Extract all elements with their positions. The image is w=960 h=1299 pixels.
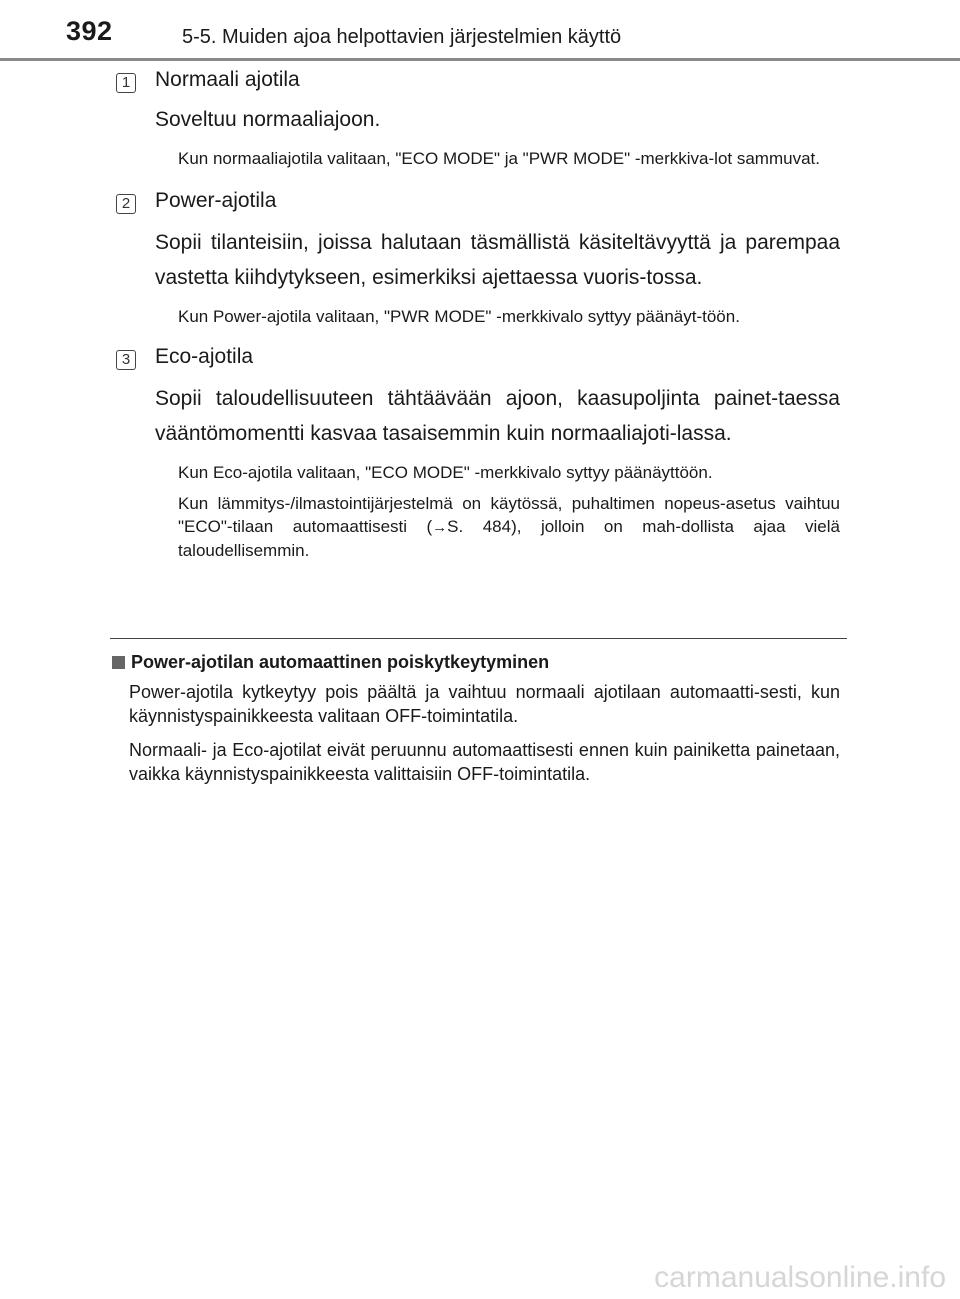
square-bullet-icon xyxy=(112,656,125,669)
item-note: Kun Eco-ajotila valitaan, "ECO MODE" -merkkivalo syttyy päänäyttöön. xyxy=(178,463,713,482)
info-heading xyxy=(110,650,840,674)
page-reference-link[interactable]: S. 484), jolloin on mah-dollista ajaa vielä taloudellisemmin. xyxy=(178,517,840,560)
info-heading-text: Power-ajotilan automaattinen poiskytkeytyminen xyxy=(131,652,550,672)
info-paragraph: Normaali- ja Eco-ajotilat eivät peruunnu automaattisesti ennen kuin painiketta painetaan, vaikka käynnistyspainikkeesta valittaisiin OFF-toimintatila. xyxy=(129,740,840,784)
item-number-badge: 1 xyxy=(116,73,136,93)
header-divider xyxy=(0,58,960,61)
section-divider xyxy=(110,638,847,639)
item-title: Power-ajotila xyxy=(155,189,277,212)
item-number-badge: 3 xyxy=(116,350,136,370)
section-title: 5-5. Muiden ajoa helpottavien järjestelmien käyttö xyxy=(182,26,622,48)
item-description: Soveltuu normaaliajoon. xyxy=(155,108,381,131)
note-text: Kun lämmitys-/ilmastointijärjestelmä on käytössä, puhaltimen nopeus-asetus vaihtuu "ECO"-tilaan automaattisesti ( xyxy=(178,494,840,536)
watermark: carmanualsonline.info xyxy=(654,1261,946,1294)
item-title: Normaali ajotila xyxy=(155,68,300,91)
item-note: Kun Power-ajotila valitaan, "PWR MODE" -merkkivalo syttyy päänäyt-töön. xyxy=(178,307,740,326)
item-note-with-reference xyxy=(178,492,840,562)
item-description: Sopii tilanteisiin, joissa halutaan täsmällistä käsiteltävyyttä ja parempaa vastetta kiihdytykseen, esimerkiksi ajettaessa vuoris-tossa. xyxy=(155,231,840,289)
mode-item-power xyxy=(116,187,840,328)
item-description: Sopii taloudellisuuteen tähtäävään ajoon, kaasupoljinta painet-taessa vääntömomentti kasvaa tasaisemmin kuin normaaliajoti-lassa. xyxy=(155,387,840,445)
info-paragraph: Power-ajotila kytkeytyy pois päältä ja vaihtuu normaali ajotilaan automaatti-sesti, kun käynnistyspainikkeesta valitaan OFF-toimintatila. xyxy=(129,682,840,726)
page-header xyxy=(0,0,960,62)
item-title: Eco-ajotila xyxy=(155,345,254,368)
page-number: 392 xyxy=(66,16,113,46)
mode-item-normal xyxy=(116,66,840,170)
item-number-badge: 2 xyxy=(116,194,136,214)
arrow-icon: → xyxy=(432,519,448,536)
info-section xyxy=(110,650,840,786)
item-note: Kun normaaliajotila valitaan, "ECO MODE" ja "PWR MODE" -merkkiva-lot sammuvat. xyxy=(178,149,820,168)
mode-item-eco xyxy=(116,343,840,562)
mode-list xyxy=(116,66,840,562)
